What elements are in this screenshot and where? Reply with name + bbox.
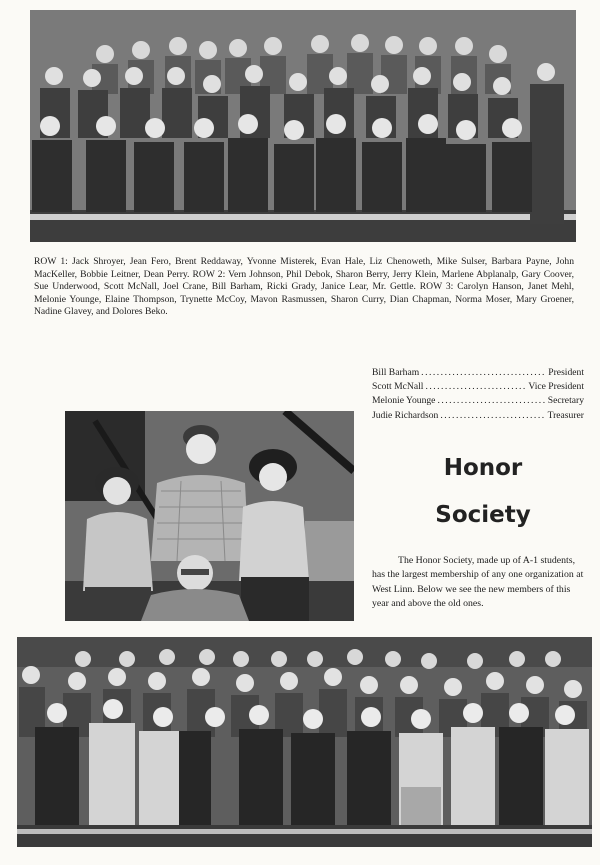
description-text: The Honor Society, made up of A-1 students, has the largest membership of any one organization at West Linn. Below we see the new members of this year and above the old ones. [372, 555, 584, 609]
officer-role: President [548, 367, 584, 378]
officer-role: Treasurer [547, 409, 584, 421]
officer-row-secretary [372, 394, 584, 408]
section-title-line-2: Society [435, 502, 531, 528]
group-caption: ROW 1: Jack Shroyer, Jean Fero, Brent Reddaway, Yvonne Misterek, Evan Hale, Liz Chenoweth, Mike Sulser, Barbara Payne, John MacKeller, Bobbie Leitner, Dean Perry. ROW 2: Vern Johnson, Phil Debok, Sharon Berry, Jerry Klein, Marlene Abplanalp, Gary Coover, Sue Underwood, Scott McNall, Joel Crane, Bill Barham, Ricki Grady, Janice Lear, Mr. Gettle. ROW 3: Carolyn Hanson, Janet Mehl, Melonie Younge, Elaine Thompson, Trynette McCoy, Mavon Rasmussen, Sharon Curry, Dian Chapman, Norma Moser, Mary Groener, Nadine Glavey, and Dolores Beko. [34, 256, 574, 318]
officer-row-vice-president [372, 380, 584, 394]
officer-role: Secretary [547, 395, 584, 407]
officer-list [372, 366, 584, 423]
officer-name: Judie Richardson [372, 409, 439, 421]
group-photo-new-members [17, 637, 592, 847]
officer-name: Melonie Younge [372, 395, 436, 407]
group-photo-illustration [30, 10, 576, 242]
officers-photo [65, 411, 354, 621]
officer-name: Scott McNall [372, 381, 424, 393]
officer-row-president [372, 366, 584, 380]
group-photo-old-members [30, 10, 576, 242]
group-photo-new-illustration [17, 637, 592, 847]
section-title-line-1: Honor [443, 455, 523, 481]
officer-row-treasurer [372, 409, 584, 423]
officer-role: Vice President [528, 381, 584, 393]
officer-name: Bill Barham [372, 367, 420, 378]
officers-photo-illustration [65, 411, 354, 621]
